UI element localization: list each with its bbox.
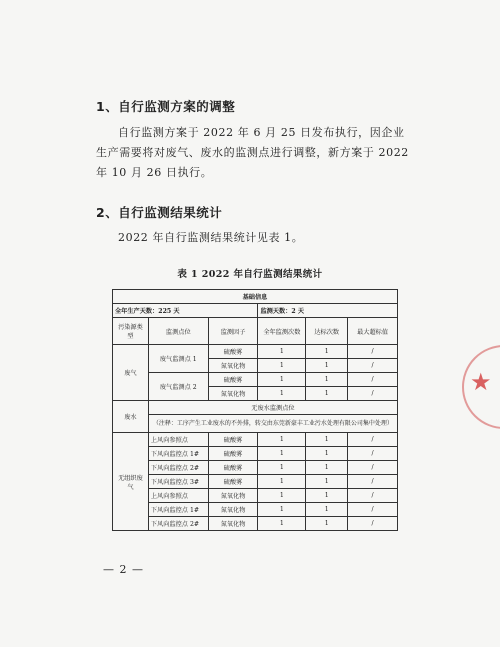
- count-cell: 1: [258, 345, 306, 359]
- max-exceed-cell: /: [348, 503, 398, 517]
- page-number: — 2 —: [103, 563, 144, 576]
- count-cell: 1: [258, 503, 306, 517]
- compliant-cell: 1: [306, 345, 348, 359]
- max-exceed-cell: /: [348, 433, 398, 447]
- compliant-cell: 1: [306, 433, 348, 447]
- section2-paragraph: 2022 年自行监测结果统计见表 1。: [118, 231, 304, 244]
- table-title: 表 1 2022 年自行监测结果统计: [177, 269, 323, 280]
- compliant-cell: 1: [306, 447, 348, 461]
- compliant-cell: 1: [306, 387, 348, 401]
- header-source-type: 污染源类型: [113, 318, 149, 345]
- factor-cell: 氮氧化物: [208, 489, 258, 503]
- wastewater-none: 无废水监测点位: [148, 401, 397, 415]
- compliant-cell: 1: [306, 475, 348, 489]
- compliant-cell: 1: [306, 373, 348, 387]
- compliant-cell: 1: [306, 461, 348, 475]
- count-cell: 1: [258, 475, 306, 489]
- max-exceed-cell: /: [348, 489, 398, 503]
- count-cell: 1: [258, 489, 306, 503]
- results-table: [112, 289, 398, 531]
- fugitive-point: 上风向参照点: [148, 489, 208, 503]
- count-cell: 1: [258, 461, 306, 475]
- header-count: 全年监测次数: [258, 318, 306, 345]
- count-cell: 1: [258, 359, 306, 373]
- max-exceed-cell: /: [348, 461, 398, 475]
- count-cell: 1: [258, 387, 306, 401]
- fugitive-point: 下风向监控点 2#: [148, 461, 208, 475]
- count-cell: 1: [258, 447, 306, 461]
- max-exceed-cell: /: [348, 475, 398, 489]
- factor-cell: 硫酸雾: [208, 433, 258, 447]
- compliant-cell: 1: [306, 359, 348, 373]
- section1-heading: 1、自行监测方案的调整: [96, 99, 236, 114]
- max-exceed-cell: /: [348, 517, 398, 531]
- exhaust-point: 废气监测点 2: [148, 373, 208, 401]
- max-exceed-cell: /: [348, 387, 398, 401]
- fugitive-point: 下风向监控点 2#: [148, 517, 208, 531]
- header-compliant: 达标次数: [306, 318, 348, 345]
- factor-cell: 硫酸雾: [208, 373, 258, 387]
- header-point: 监测点位: [148, 318, 208, 345]
- fugitive-point: 上风向参照点: [148, 433, 208, 447]
- wastewater-note: （注释：工序产生工业废水的不外排，转交由东莞新豪丰工业污水处理有限公司集中处理）: [148, 415, 397, 433]
- max-exceed-cell: /: [348, 359, 398, 373]
- fugitive-point: 下风向监控点 1#: [148, 503, 208, 517]
- factor-cell: 硫酸雾: [208, 475, 258, 489]
- section2-heading: 2、自行监测结果统计: [96, 205, 223, 220]
- production-days: 全年生产天数：225 天: [113, 304, 258, 318]
- factor-cell: 硫酸雾: [208, 345, 258, 359]
- max-exceed-cell: /: [348, 447, 398, 461]
- fugitive-point: 下风向监控点 1#: [148, 447, 208, 461]
- fugitive-point: 下风向监控点 3#: [148, 475, 208, 489]
- factor-cell: 氮氧化物: [208, 503, 258, 517]
- factor-cell: 氮氧化物: [208, 517, 258, 531]
- compliant-cell: 1: [306, 517, 348, 531]
- compliant-cell: 1: [306, 489, 348, 503]
- count-cell: 1: [258, 373, 306, 387]
- seal-star-icon: ★: [470, 368, 492, 396]
- count-cell: 1: [258, 433, 306, 447]
- exhaust-point: 废气监测点 1: [148, 345, 208, 373]
- header-factor: 监测因子: [208, 318, 258, 345]
- compliant-cell: 1: [306, 503, 348, 517]
- section1-paragraph: 自行监测方案于 2022 年 6 月 25 日发布执行，因企业生产需要将对废气、废水的监测点进行调整，新方案于 2022 年 10 月 26 日执行。: [96, 126, 409, 179]
- factor-cell: 氮氧化物: [208, 359, 258, 373]
- monitor-days: 监测天数：2 天: [258, 304, 398, 318]
- max-exceed-cell: /: [348, 373, 398, 387]
- factor-cell: 硫酸雾: [208, 447, 258, 461]
- header-max-exceed: 最大超标值: [348, 318, 398, 345]
- wastewater-label: 废水: [113, 401, 149, 433]
- basic-info-header: 基础信息: [113, 290, 398, 304]
- fugitive-label: 无组织废气: [113, 433, 149, 531]
- exhaust-label: 废气: [113, 345, 149, 401]
- count-cell: 1: [258, 517, 306, 531]
- max-exceed-cell: /: [348, 345, 398, 359]
- factor-cell: 氮氧化物: [208, 387, 258, 401]
- factor-cell: 硫酸雾: [208, 461, 258, 475]
